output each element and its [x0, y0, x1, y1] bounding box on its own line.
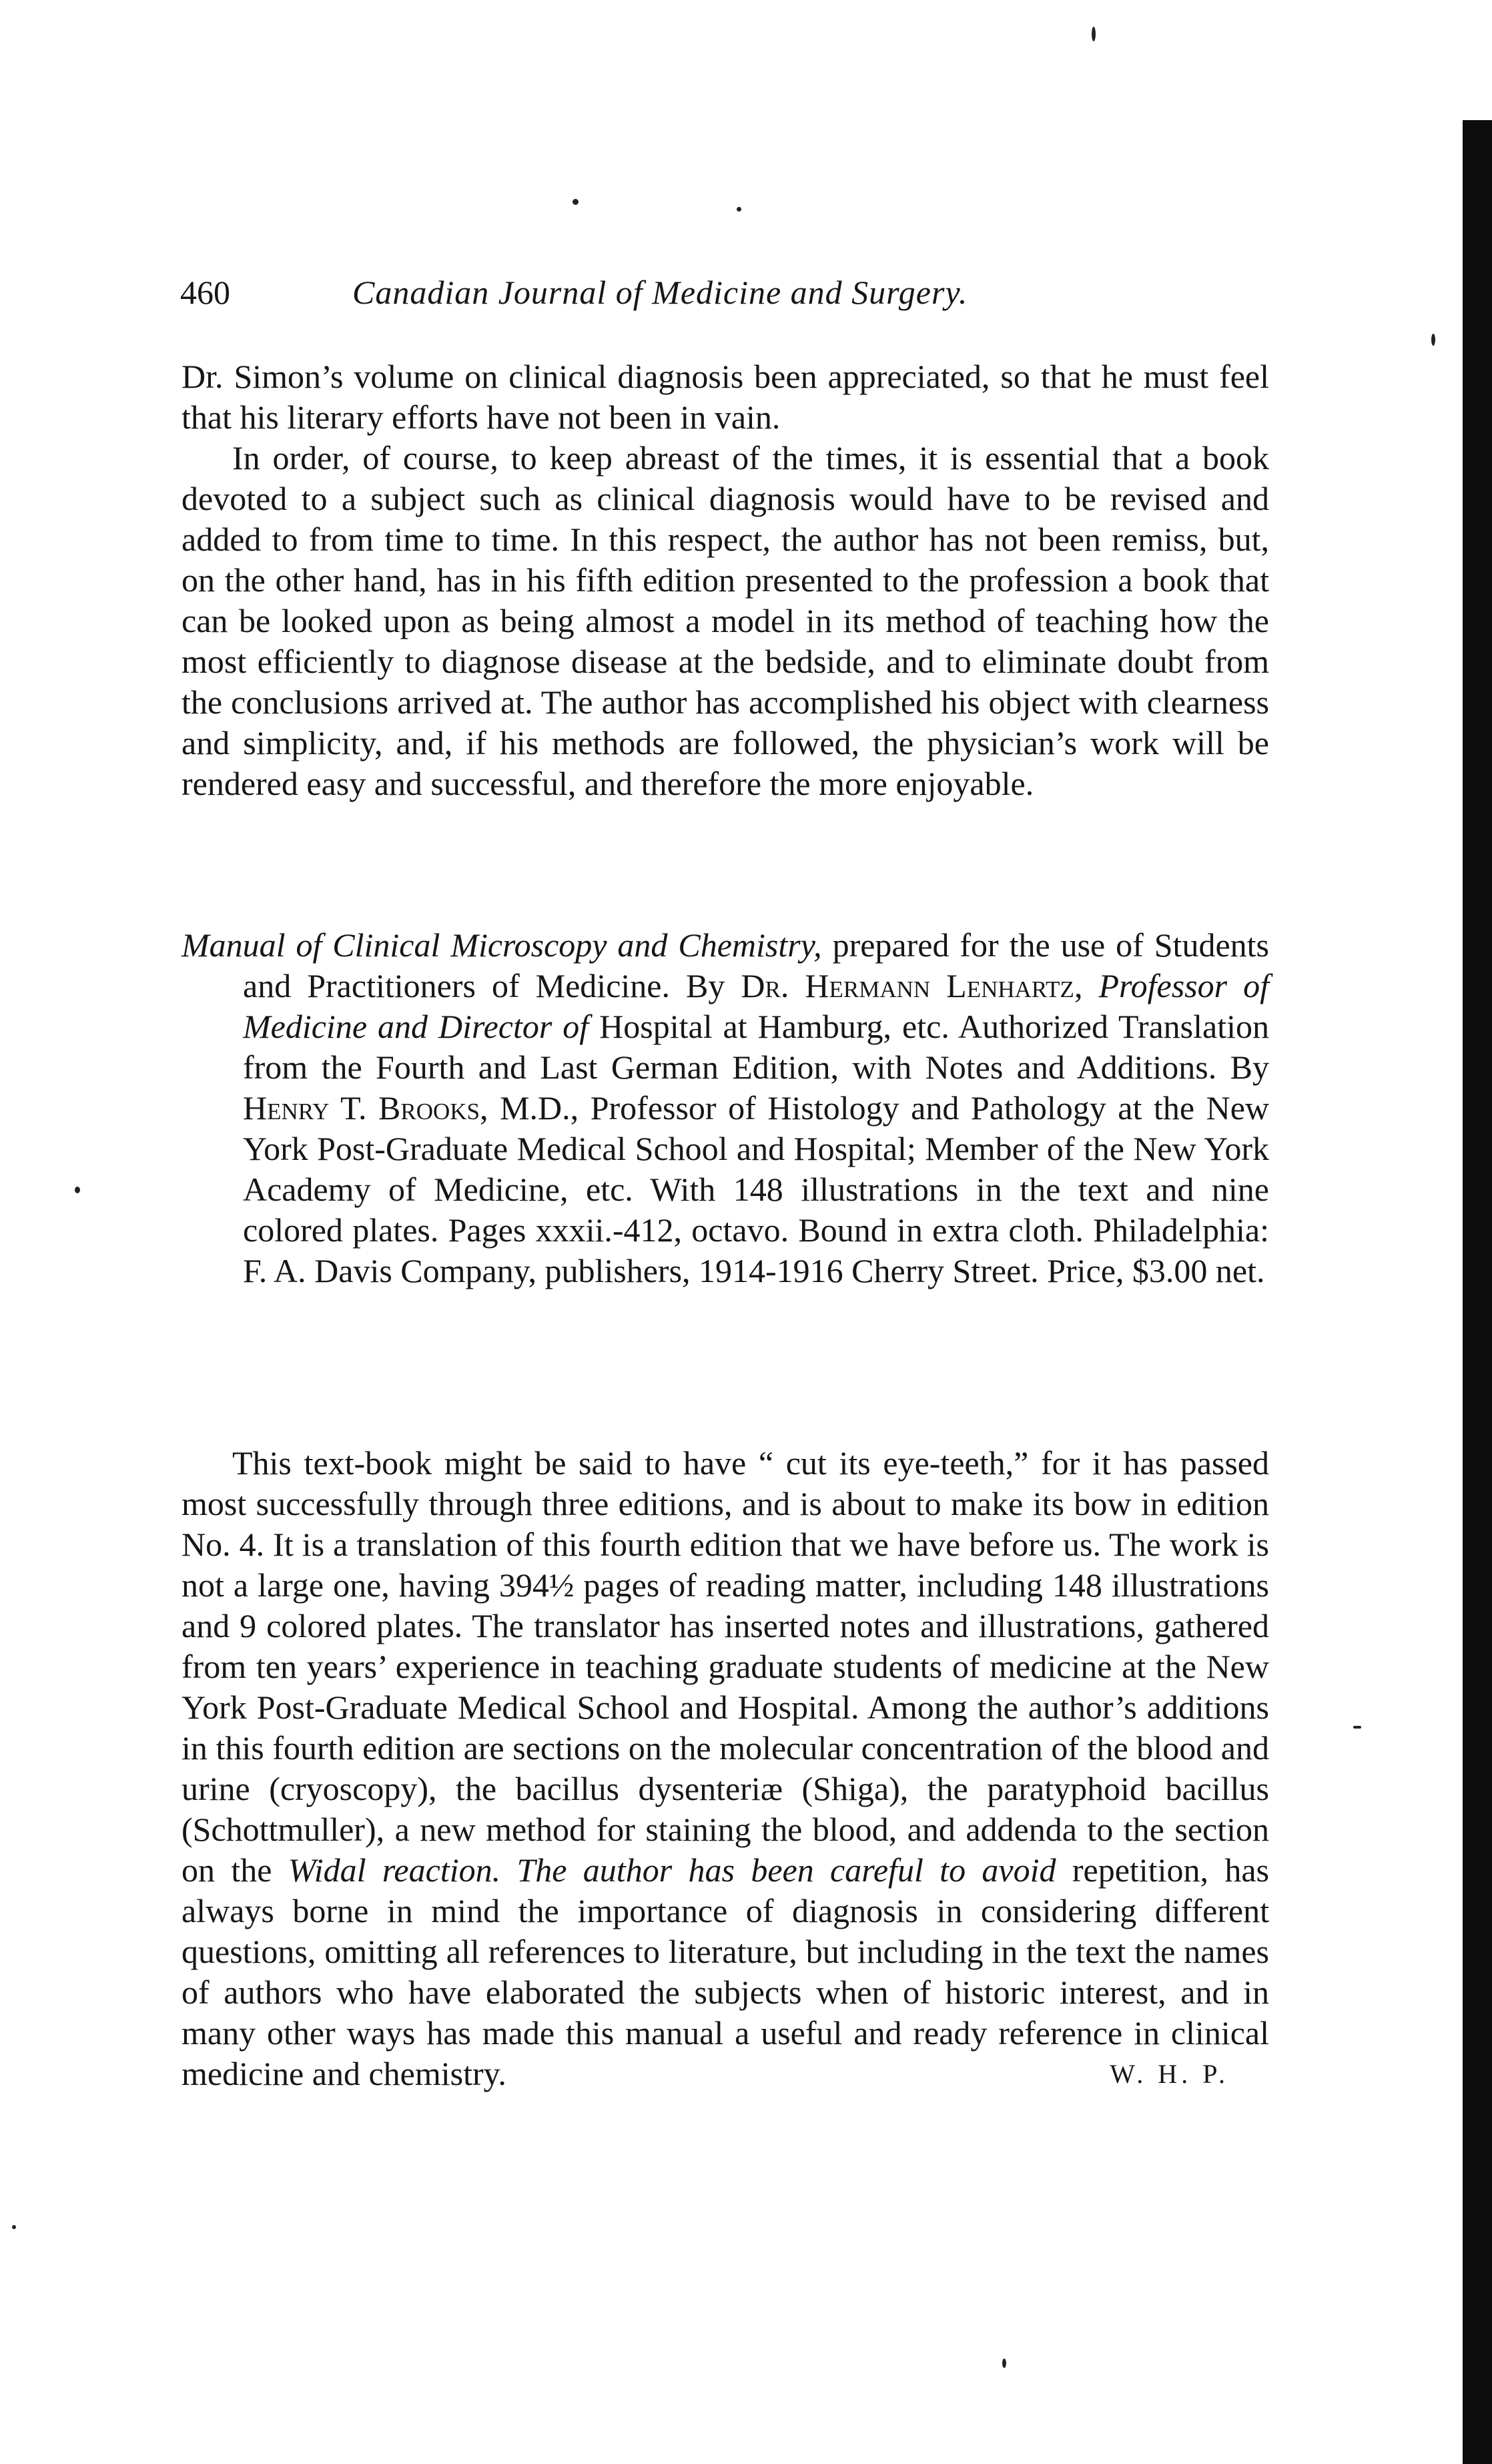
review-text: repetition, has always borne in mind the importance of diagnosis in considering different questions, omitting all references to literature, but including in the text the names of authors who have elaborated the subjects when of historic interest, and in many other ways has made this manual a useful and ready reference in clinical medicine and chemistry.	[181, 1851, 1269, 2092]
book-citation	[181, 925, 1269, 1291]
intro-text	[181, 356, 1269, 804]
binding-edge	[1463, 120, 1492, 2464]
translator-name: Henry T. Brooks,	[243, 1089, 488, 1127]
scan-speck	[1092, 27, 1096, 41]
journal-title: Canadian Journal of Medicine and Surgery.	[352, 274, 968, 311]
reviewer-signature: W. H. P.	[1110, 2059, 1229, 2089]
citation-text: Hospital at Hamburg, etc. Authorized Translation from the Fourth and Last German Edition, with Notes and Additions. By	[243, 1008, 1269, 1086]
review-text: This text-book might be said to have “ cut its eye-teeth,” for it has passed most successfully through three editions, and is about to make its bow in edition No. 4. It is a translation of this fourth edition that we have before us. The work is not a large one, having 394½ pages of reading matter, including 148 illustrations and 9 colored plates. The translator has inserted notes and illustrations, gathered from ten years’ experience in teaching graduate students of medicine at the New York Post-Graduate Medical School and Hospital. Among the author’s additions in this fourth edition are sections on the molecular concentration of the blood and urine (cryoscopy), the bacillus dysenteriæ (Shiga), the paratyphoid bacillus (Schottmuller), a new method for staining the blood, and addenda to the section on the	[181, 1444, 1269, 1889]
scan-speck	[1353, 1726, 1361, 1729]
scan-speck	[737, 207, 741, 212]
scan-speck	[75, 1187, 80, 1193]
scan-speck	[1002, 2359, 1006, 2368]
citation-text: M.D., Professor of Histology and Pathology at the New York Post-Graduate Medical School and Hospital; Member of the New York Academy of Medicine, etc. With 148 illustrations in the text and nine colored plates. Pages xxxii.-412, octavo. Bound in extra cloth. Philadelphia: F. A. Davis Company, publishers, 1914-1916 Cherry Street. Price, $3.00 net.	[243, 1089, 1269, 1289]
review-paragraph	[181, 1443, 1269, 2094]
author-name: Dr. Hermann Lenhartz,	[741, 967, 1083, 1004]
scan-speck	[1431, 334, 1435, 346]
scan-speck	[573, 199, 579, 205]
book-title: Manual of Clinical Microscopy and Chemistry,	[181, 926, 822, 964]
review-text-italic: Widal reaction. The author has been careful to avoid	[288, 1851, 1056, 1889]
review-body	[181, 1443, 1269, 2094]
citation-text: prepared for the use of Students and Practitioners of Medicine. By	[243, 926, 1269, 1004]
scan-speck	[12, 2225, 16, 2229]
author-title: Professor of Medicine and Director of	[243, 967, 1269, 1045]
running-head	[180, 266, 1094, 319]
paragraph-review-conclusion: In order, of course, to keep abreast of the times, it is essential that a book devoted to a subject such as clinical diagnosis would have to be revised and added to from time to time. In this respect, the author has not been remiss, but, on the other hand, has in his fifth edition presented to the profession a book that can be looked upon as being almost a model in its method of teaching how the most efficiently to diagnose disease at the bedside, and to eliminate doubt from the conclusions arrived at. The author has accomplished his object with clearness and simplicity, and, if his methods are followed, the physician’s work will be rendered easy and successful, and therefore the more enjoyable.	[181, 439, 1269, 802]
paragraph-continuation: Dr. Simon’s volume on clinical diagnosis been appreciated, so that he must feel that his literary efforts have not been in vain.	[181, 358, 1269, 436]
page-number: 460	[180, 274, 230, 311]
